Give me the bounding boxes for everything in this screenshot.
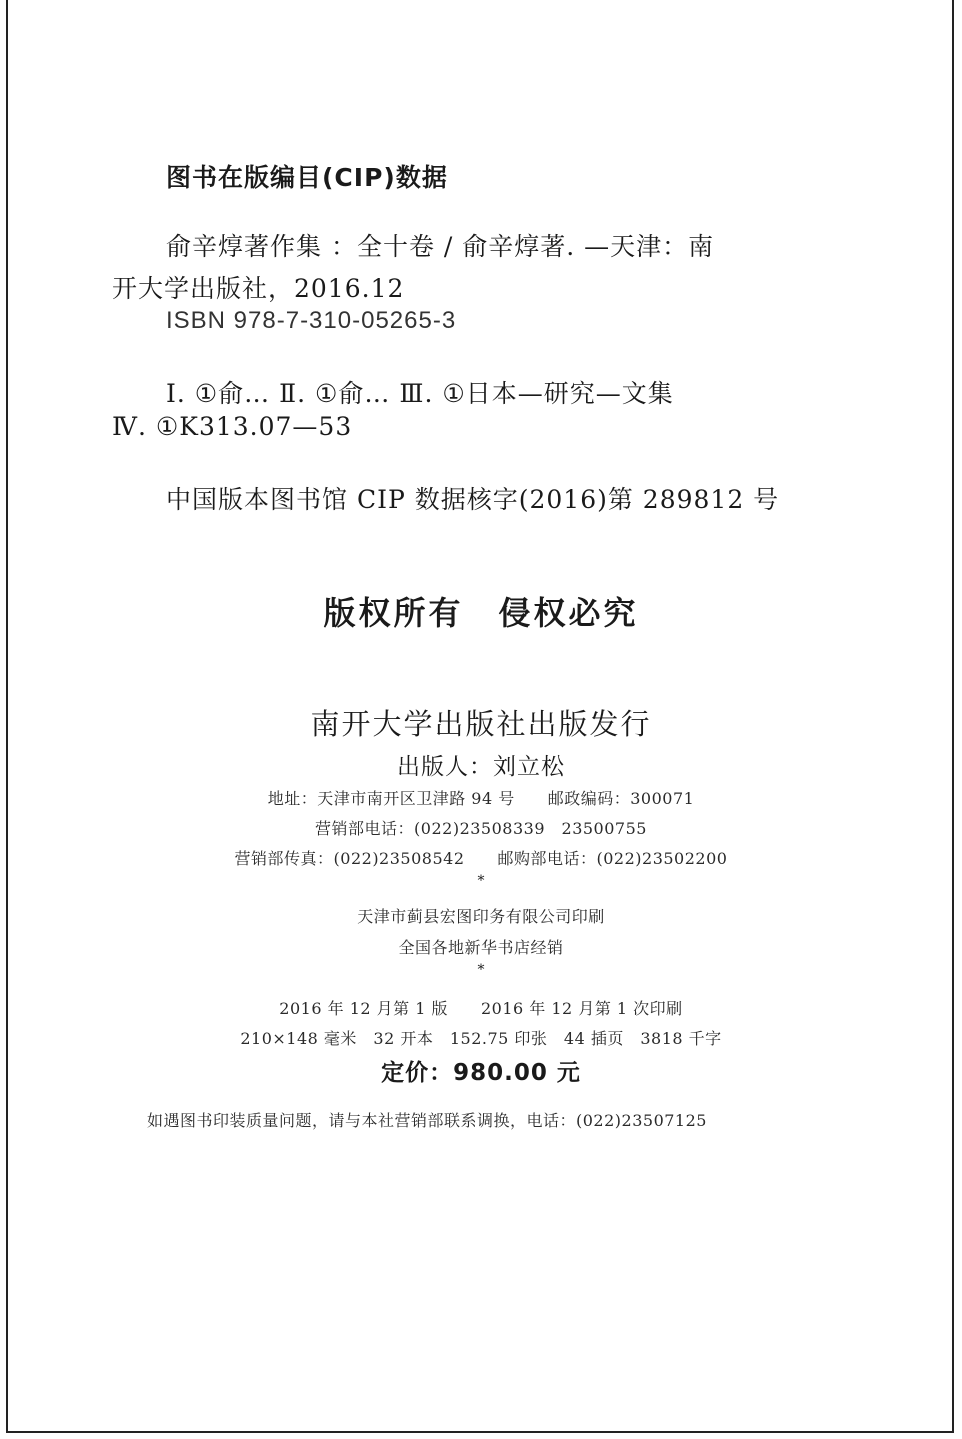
- publisher-person: 出版人：刘立松: [397, 754, 565, 780]
- quality-notice: 如遇图书印装质量问题，请与本社营销部联系调换，电话：(022)23507125: [147, 1111, 707, 1130]
- format-spec-line: 210×148 毫米 32 开本 152.75 印张 44 插页 3818 千字: [240, 1029, 722, 1048]
- cip-title-line: 俞辛焞著作集 ：全十卷 / 俞辛焞著. —天津：南: [166, 232, 715, 261]
- cip-verification: 中国版本图书馆 CIP 数据核字(2016)第 289812 号: [166, 485, 780, 514]
- cip-classification-1: Ⅰ. ①俞… Ⅱ. ①俞… Ⅲ. ①日本—研究—文集: [166, 379, 674, 408]
- publisher-line: 南开大学出版社出版发行: [310, 707, 652, 741]
- cip-isbn: ISBN 978-7-310-05265-3: [166, 307, 457, 334]
- edition-line: 2016 年 12 月第 1 版 2016 年 12 月第 1 次印刷: [279, 999, 683, 1018]
- marketing-tel: 营销部电话：(022)23508339 23500755: [315, 819, 647, 838]
- copyright-notice: 版权所有 侵权必究: [323, 594, 639, 632]
- price: 定价：980.00 元: [381, 1060, 581, 1086]
- publisher-address: 地址：天津市南开区卫津路 94 号 邮政编码：300071: [267, 789, 695, 808]
- distribution-line: 全国各地新华书店经销: [398, 938, 564, 957]
- fax-and-mail-order: 营销部传真：(022)23508542 邮购部电话：(022)23502200: [234, 849, 728, 868]
- printer-line: 天津市蓟县宏图印务有限公司印刷: [357, 907, 605, 926]
- cip-classification-2: Ⅳ. ①K313.07—53: [112, 412, 353, 441]
- separator-star: *: [477, 873, 485, 889]
- separator-star: *: [477, 962, 485, 978]
- cip-publisher-line: 开大学出版社，2016.12: [112, 274, 405, 303]
- cip-heading: 图书在版编目(CIP)数据: [166, 163, 448, 192]
